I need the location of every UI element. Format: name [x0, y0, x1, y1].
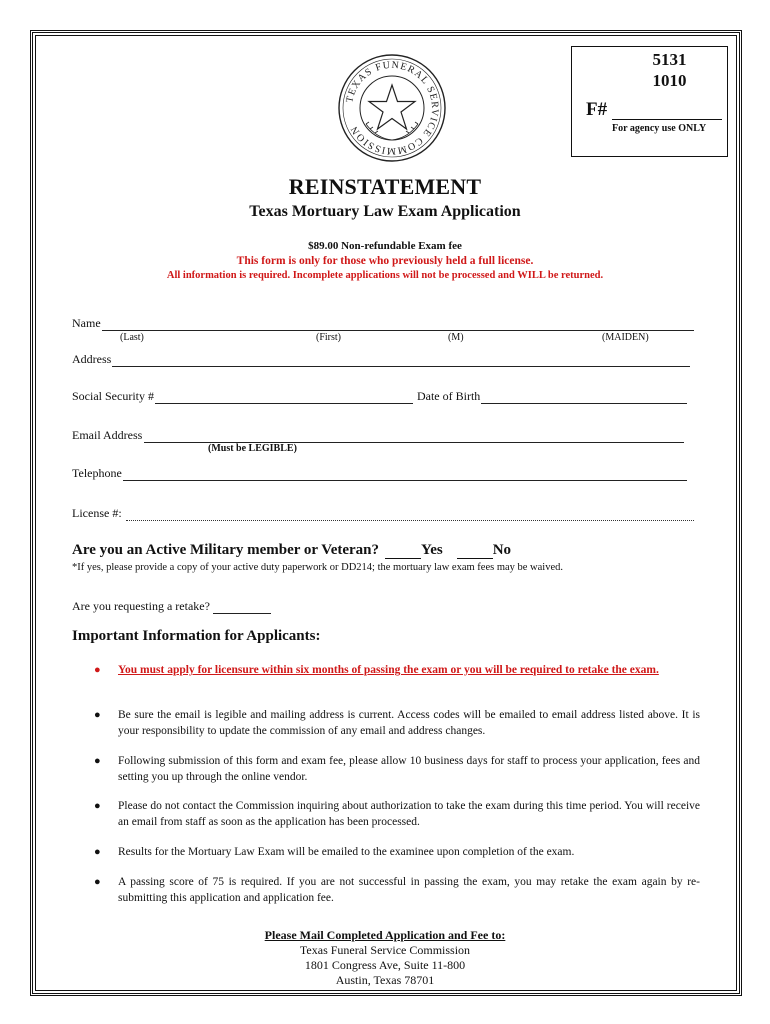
email-legible-note: (Must be LEGIBLE)	[208, 443, 297, 454]
retake-label: Are you requesting a retake?	[72, 599, 210, 613]
email-field[interactable]	[144, 431, 684, 443]
ssn-label: Social Security #	[72, 389, 154, 403]
email-label: Email Address	[72, 428, 143, 442]
military-question: Are you an Active Military member or Veteran?	[72, 542, 380, 558]
bullet-text: A passing score of 75 is required. If you are not successful in passing the exam, you may retake the exam again by re-submitting this application and application fee.	[118, 876, 700, 904]
retake-field[interactable]	[213, 602, 271, 614]
warning-required-info: All information is required. Incomplete applications will not be processed and WILL be returned.	[166, 270, 604, 281]
name-row	[72, 316, 694, 331]
military-no-label: No	[492, 542, 512, 558]
agency-note: For agency use ONLY	[612, 123, 707, 134]
dob-label: Date of Birth	[416, 389, 481, 403]
list-item	[92, 753, 700, 785]
bullet-text: Results for the Mortuary Law Exam will be emailed to the examinee upon completion of the exam.	[118, 846, 575, 858]
license-field[interactable]	[126, 509, 694, 521]
ssn-field[interactable]	[155, 392, 413, 404]
seal-text: TEXAS FUNERAL SERVICE COMMISSION	[344, 59, 441, 157]
license-row	[72, 506, 694, 521]
commission-seal-icon	[336, 52, 448, 164]
military-question-row	[72, 542, 511, 559]
page-subtitle: Texas Mortuary Law Exam Application	[249, 203, 521, 220]
f-number-label: F#	[586, 99, 608, 120]
list-item	[92, 662, 700, 678]
mailing-line-1: Texas Funeral Service Commission	[299, 943, 471, 957]
bullet-text: Please do not contact the Commission inquiring about authorization to take the exam during this time period. You will receive an email from staff as soon as the application has been processed.	[118, 800, 700, 828]
telephone-label: Telephone	[72, 466, 122, 480]
list-item	[92, 707, 700, 739]
list-item	[92, 798, 700, 830]
name-last-label: (Last)	[120, 332, 144, 343]
address-row	[72, 352, 690, 367]
bullet-icon: ●	[94, 800, 101, 812]
bullet-text: You must apply for licensure within six months of passing the exam or you will be required to retake the exam.	[118, 664, 659, 676]
mailing-line-2: 1801 Congress Ave, Suite 11-800	[304, 958, 466, 972]
mailing-heading: Please Mail Completed Application and Fee to:	[264, 928, 506, 942]
address-label: Address	[72, 352, 112, 366]
mailing-address-block	[0, 928, 770, 988]
name-field[interactable]	[102, 319, 694, 331]
bullet-text: Be sure the email is legible and mailing address is current. Access codes will be emailed to email address listed above. It is your responsibility to update the commission of any email and address changes.	[118, 709, 700, 737]
f-number-line[interactable]	[612, 119, 722, 120]
bullet-icon: ●	[94, 709, 101, 721]
license-label: License #:	[72, 506, 122, 520]
name-middle-label: (M)	[448, 332, 464, 343]
telephone-field[interactable]	[123, 469, 687, 481]
mailing-line-3: Austin, Texas 78701	[335, 973, 435, 987]
svg-text:TEXAS FUNERAL SERVICE COMMISSI	[344, 60, 440, 156]
name-label: Name	[72, 316, 101, 330]
dob-field[interactable]	[481, 392, 687, 404]
name-first-label: (First)	[316, 332, 341, 343]
bullet-text: Following submission of this form and exam fee, please allow 10 business days for staff to process your application, fees and setting you up through the online vendor.	[118, 755, 700, 783]
military-yes-blank[interactable]	[385, 545, 421, 559]
bullet-icon: ●	[94, 664, 101, 676]
military-note: *If yes, please provide a copy of your active duty paperwork or DD214; the mortuary law exam fees may be waived.	[72, 562, 563, 573]
military-no-blank[interactable]	[457, 545, 493, 559]
name-maiden-label: (MAIDEN)	[602, 332, 649, 343]
agency-code-1: 5131	[652, 50, 687, 69]
bullet-icon: ●	[94, 876, 101, 888]
ssn-dob-row	[72, 389, 687, 404]
bullet-icon: ●	[94, 846, 101, 858]
email-row	[72, 428, 684, 443]
warning-previous-license: This form is only for those who previously held a full license.	[236, 255, 534, 267]
agency-use-box	[571, 46, 728, 157]
retake-row	[72, 599, 271, 614]
important-info-heading: Important Information for Applicants:	[72, 628, 321, 644]
bullet-icon: ●	[94, 755, 101, 767]
military-yes-label: Yes	[421, 542, 443, 558]
list-item	[92, 874, 700, 906]
list-item	[92, 844, 700, 860]
telephone-row	[72, 466, 687, 481]
agency-code-2: 1010	[652, 71, 687, 90]
address-field[interactable]	[112, 355, 690, 367]
page-title: REINSTATEMENT	[288, 174, 482, 199]
fee-text: $89.00 Non-refundable Exam fee	[308, 240, 462, 252]
